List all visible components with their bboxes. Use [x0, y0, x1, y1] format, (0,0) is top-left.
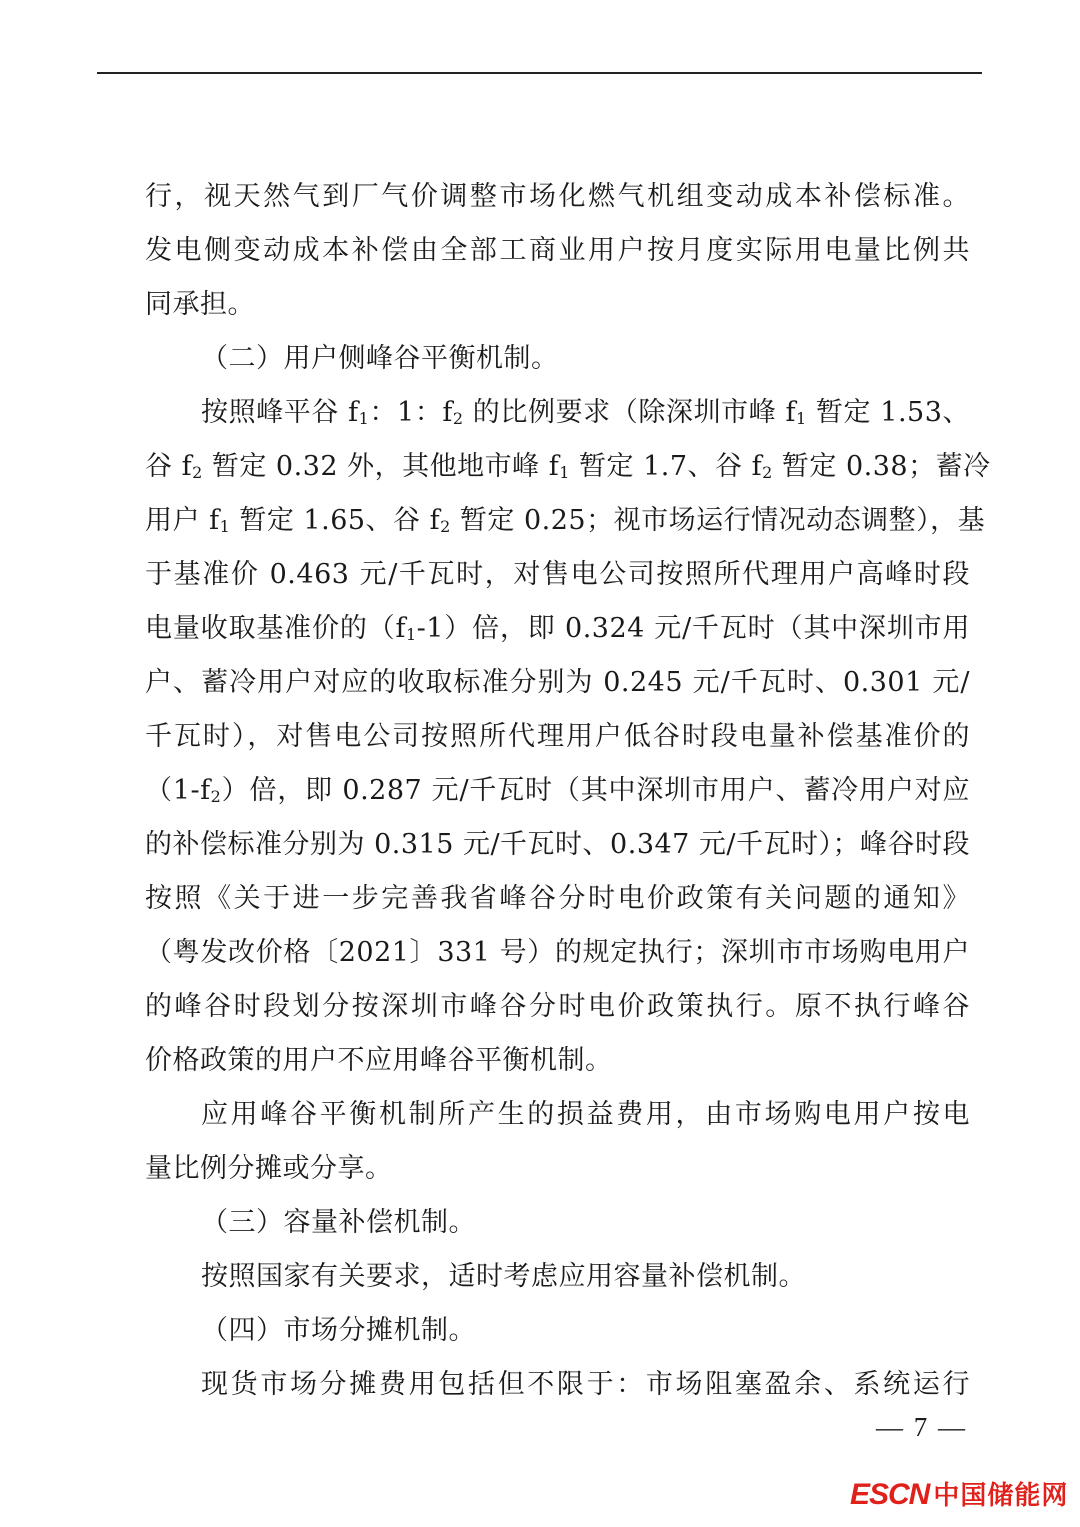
section-heading: （二）用户侧峰谷平衡机制。	[201, 343, 559, 374]
text-line: 按照峰平谷 $f_1$：1：$f_2$ 的比例要求（除深圳市峰 $f_1$ 暂定 1.53、	[201, 397, 970, 428]
text-line: 户、蓄冷用户对应的收取标准分别为 0.245 元/千瓦时、0.301 元/	[145, 667, 970, 698]
logo-cn: 中国储能网	[933, 1480, 1069, 1510]
page-number: — 7 —	[876, 1412, 967, 1442]
text-line: 谷 $f_2$ 暂定 0.32 外，其他地市峰 $f_1$ 暂定 1.7、谷 $f_2$ 暂定 0.38；蓄冷	[145, 451, 991, 482]
text-line: 的补偿标准分别为 0.315 元/千瓦时、0.347 元/千瓦时）；峰谷时段	[145, 829, 971, 860]
text-line: 于基准价 0.463 元/千瓦时，对售电公司按照所代理用户高峰时段	[145, 559, 970, 590]
text-line: 行，视天然气到厂气价调整市场化燃气机组变动成本补偿标准。	[145, 181, 970, 212]
text-line: 价格政策的用户不应用峰谷平衡机制。	[145, 1045, 613, 1076]
escn-logo	[850, 1475, 1068, 1509]
text-line: 同承担。	[145, 289, 255, 320]
text-line: 千瓦时），对售电公司按照所代理用户低谷时段电量补偿基准价的	[145, 721, 970, 752]
text-line: 用户 $f_1$ 暂定 1.65、谷 $f_2$ 暂定 0.25；视市场运行情况动态调整），基	[145, 505, 986, 536]
text-line: 发电侧变动成本补偿由全部工商业用户按月度实际用电量比例共	[145, 235, 970, 266]
text-line: （粤发改价格〔2021〕331 号）的规定执行；深圳市市场购电用户	[145, 937, 970, 968]
text-line: 现货市场分摊费用包括但不限于：市场阻塞盈余、系统运行	[201, 1369, 970, 1400]
text-line: 按照国家有关要求，适时考虑应用容量补偿机制。	[201, 1261, 806, 1292]
header-rule	[97, 72, 982, 74]
text-line: 应用峰谷平衡机制所产生的损益费用，由市场购电用户按电	[201, 1099, 970, 1130]
text-line: 量比例分摊或分享。	[145, 1153, 393, 1184]
text-line: 按照《关于进一步完善我省峰谷分时电价政策有关问题的通知》	[145, 883, 970, 914]
text-line: 电量收取基准价的$(f_1-1)$倍，即 0.324 元/千瓦时（其中深圳市用	[145, 613, 970, 644]
document-body	[145, 170, 991, 1412]
text-line: 的峰谷时段划分按深圳市峰谷分时电价政策执行。原不执行峰谷	[145, 991, 970, 1022]
logo-en: ESCN	[850, 1478, 930, 1511]
section-heading: （四）市场分摊机制。	[201, 1315, 476, 1346]
section-heading: （三）容量补偿机制。	[201, 1207, 476, 1238]
text-line: $(1-f_2)$倍，即 0.287 元/千瓦时（其中深圳市用户、蓄冷用户对应	[145, 775, 971, 806]
